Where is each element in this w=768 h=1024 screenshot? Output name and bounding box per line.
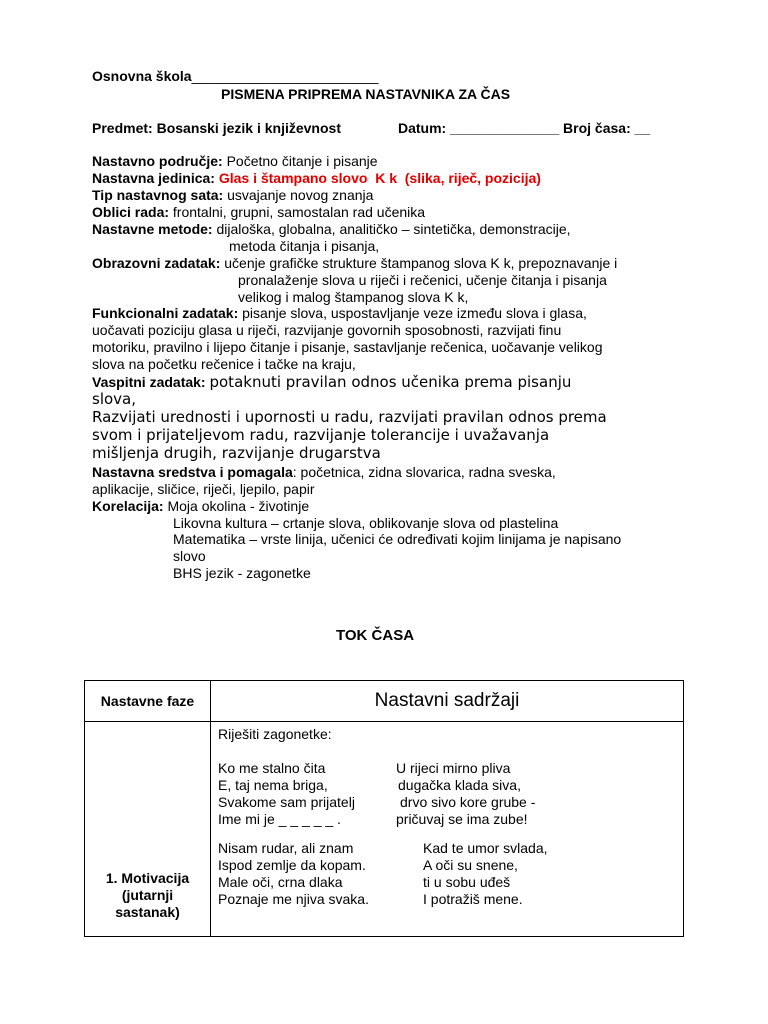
corr-value-3: Matematika – vrste linija, učenici će određivati kojim linijama je napisano [173,531,622,547]
type-line [92,187,373,204]
subject-label: Predmet: [92,120,153,136]
type-label: Tip nastavnog sata: [92,187,224,203]
riddle-line: E, taj nema briga, [218,777,328,793]
corr-label: Korelacija: [92,498,164,514]
document-title: PISMENA PRIPREMA NASTAVNIKA ZA ČAS [221,86,511,102]
func-value-4: slova na početku rečenice i tačke na kraju, [92,356,356,372]
school-blank: ________________________ [191,68,379,84]
table-row [85,722,684,937]
func-label: Funkcionalni zadatak: [92,305,239,321]
corr-value-2: Likovna kultura – crtanje slova, oblikovanje slova od plastelina [173,515,559,531]
riddle-1-right [396,760,535,828]
edu-value: učenje grafičke strukture štampanog slova K k, prepoznavanje i [224,255,618,271]
subject-line [92,120,341,137]
forms-line [92,204,425,221]
riddle-line: A oči su snene, [423,857,518,873]
riddle-1-left [218,760,355,828]
riddle-line: Male oči, crna dlaka [218,874,343,890]
flow-title: TOK ČASA [336,627,415,644]
area-label: Nastavno područje: [92,153,223,169]
riddle-line: Kad te umor svlada, [423,840,548,856]
func-value-3: motoriku, pravilno i lijepo čitanje i pisanje, sastavljanje rečenica, uočavanje velikog [92,339,603,355]
riddle-line: Ime mi je _ _ _ _ _ . [218,811,341,827]
methods-value: dijaloška, globalna, analitičko – sintetička, demonstracije, [216,221,571,237]
riddle-line: Poznaje me njiva svaka. [218,891,369,907]
area-line [92,153,378,170]
type-value: usvajanje novog znanja [227,187,374,203]
moral-value-4: svom i prijateljevom radu, razvijanje tolerancije i uvažavanja [92,426,550,444]
date-line [398,120,650,137]
phase-line-3: sastanak) [115,904,180,920]
corr-value-4: slovo [173,548,206,564]
riddle-line: Ispod zemlje da kopam. [218,857,366,873]
riddle-line: drvo sivo kore grube - [400,794,536,810]
riddle-intro: Riješiti zagonetke: [218,726,332,742]
unit-line [92,170,541,187]
area-value: Početno čitanje i pisanje [226,153,378,169]
phase-line-2: (jutarnji [121,887,174,903]
methods-line [92,221,571,238]
phase-label [85,870,210,921]
aids-label: Nastavna sredstva i pomagala [92,464,293,480]
edu-label: Obrazovni zadatak: [92,255,221,271]
riddle-line: U rijeci mirno pliva [396,760,511,776]
subject-value: Bosanski jezik i književnost [156,120,341,136]
corr-value-5: BHS jezik - zagonetke [173,565,311,581]
table-header-row [85,681,684,722]
edu-line [92,255,617,272]
date-label: Datum: [398,120,447,136]
riddle-line: Ko me stalno čita [218,760,326,776]
riddle-line: I potražiš mene. [423,891,523,907]
phase-column-header: Nastavne faze [85,681,211,722]
moral-label: Vaspitni zadatak: [92,374,206,390]
corr-line [92,498,309,515]
moral-value-3: Razvijati urednosti i upornosti u radu, razvijati pravilan odnos prema [92,408,607,426]
riddle-line: pričuvaj se ima zube! [396,811,528,827]
phase-line-1: 1. Motivacija [105,870,190,886]
riddle-line: Svakome sam prijatelj [218,794,355,810]
school-line [92,68,378,85]
unit-label: Nastavna jedinica: [92,170,215,186]
riddle-2-right [423,840,548,908]
riddle-line: Nisam rudar, ali znam [218,840,354,856]
unit-value: Glas i štampano slovo K k (slika, riječ, pozicija) [218,170,541,186]
edu-value-3: velikog i malog štampanog slova K k, [238,289,469,305]
moral-value-2: slova, [92,390,136,408]
aids-line [92,464,556,481]
riddle-line: dugačka klada siva, [398,777,521,793]
lesson-number-label: Broj časa: [563,120,631,136]
aids-value: : početnica, zidna slovarica, radna sveska, [292,464,556,480]
school-label: Osnovna škola [92,68,192,84]
func-line [92,305,587,322]
lesson-number-blank: __ [634,120,651,136]
content-cell [211,722,684,937]
moral-line [92,373,571,391]
phase-cell [85,722,211,937]
forms-value: frontalni, grupni, samostalan rad učenika [172,204,426,220]
content-column-header: Nastavni sadržaji [211,681,684,722]
methods-label: Nastavne metode: [92,221,213,237]
func-value-2: uočavati poziciju glasa u riječi, razvijanje govornih sposobnosti, razvijati finu [92,322,562,338]
moral-value-5: mišljenja drugih, razvijanje drugarstva [92,444,381,462]
forms-label: Oblici rada: [92,204,170,220]
func-value: pisanje slova, uspostavljanje veze između slova i glasa, [242,305,587,321]
lesson-table [84,680,684,937]
date-blank: ______________ [450,120,560,136]
riddle-2-left [218,840,369,908]
riddle-line: ti u sobu uđeš [423,874,511,890]
edu-value-2: pronalaženje slova u riječi i rečenici, učenje čitanja i pisanja [238,272,607,288]
moral-value: potaknuti pravilan odnos učenika prema pisanju [209,373,572,391]
aids-value-2: aplikacije, sličice, riječi, ljepilo, papir [92,481,315,497]
methods-value-2: metoda čitanja i pisanja, [229,238,380,254]
corr-value: Moja okolina - životinje [167,498,310,514]
